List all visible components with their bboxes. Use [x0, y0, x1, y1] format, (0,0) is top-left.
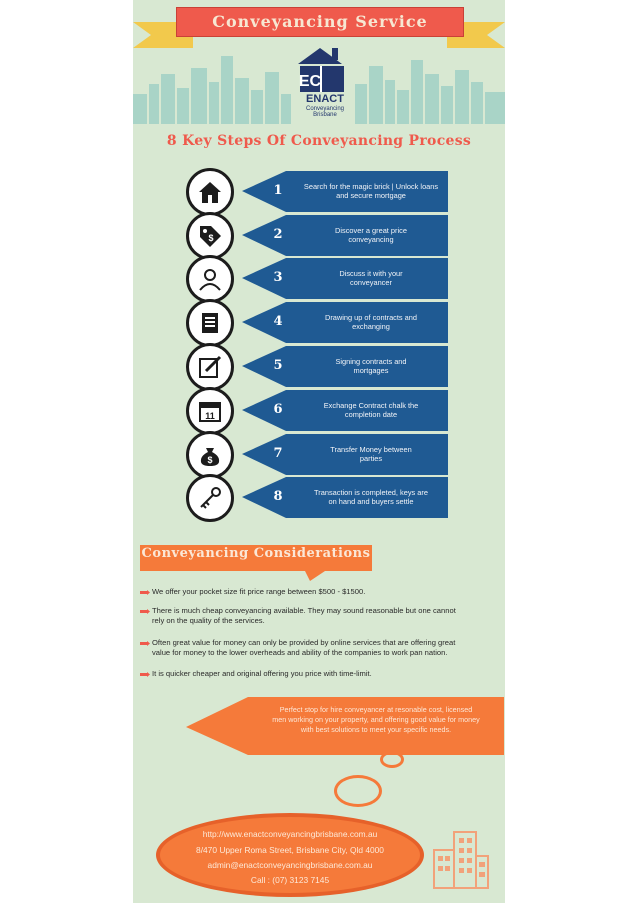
- consideration-line1: It is quicker cheaper and original offering you price with time-limit.: [152, 669, 372, 678]
- bullet-arrow-icon: [140, 609, 150, 614]
- house-icon: [197, 179, 223, 205]
- pen-edit-icon: [197, 354, 223, 380]
- section-title-steps: 8 Key Steps Of Conveyancing Process: [166, 133, 472, 149]
- step-6-number: 6: [273, 402, 283, 417]
- consideration-line1: Often great value for money can only be provided by online services that are offering great: [152, 638, 456, 647]
- consideration-line1: There is much cheap conveyancing available. They may sound reasonable but one cannot: [152, 606, 456, 615]
- step-8-text: [296, 488, 446, 506]
- document-icon: [197, 310, 223, 336]
- step-4-line2: exchanging: [352, 322, 390, 331]
- consideration-item: [152, 669, 502, 679]
- step-3-icon-circle: [186, 255, 234, 303]
- consideration-item: [152, 587, 502, 597]
- svg-text:$: $: [208, 233, 214, 243]
- considerations-title: Conveyancing Considerations: [141, 546, 371, 561]
- step-8-line2: on hand and buyers settle: [328, 497, 414, 506]
- step-5-number: 5: [273, 358, 283, 373]
- step-4-icon-circle: [186, 299, 234, 347]
- bullet-arrow-icon: [140, 641, 150, 646]
- step-7-text: [296, 445, 446, 463]
- calendar-icon: [197, 398, 223, 424]
- step-8-icon-circle: [186, 474, 234, 522]
- step-2-icon-circle: [186, 212, 234, 260]
- step-5-line2: mortgages: [353, 366, 389, 375]
- header-banner: [176, 7, 464, 37]
- step-4-line1: Drawing up of contracts and: [324, 313, 418, 322]
- step-7-number: 7: [273, 446, 283, 461]
- step-2-number: 2: [273, 227, 283, 242]
- step-6-line2: completion date: [344, 410, 398, 419]
- step-3-line2: conveyancer: [350, 278, 392, 287]
- step-5-line1: Signing contracts and: [335, 357, 407, 366]
- step-4-text: [296, 313, 446, 331]
- quote-line-3: with best solutions to meet your specific needs.: [300, 725, 452, 734]
- consideration-item: [152, 638, 502, 658]
- contact-address: 8/470 Upper Roma Street, Brisbane City, Qld 4000: [196, 845, 384, 855]
- logo-initial-e: EC: [298, 73, 322, 90]
- logo-sub-line1: Conveyancing: [305, 106, 345, 112]
- step-1-number: 1: [273, 183, 283, 198]
- consideration-line2: value for money to the lower overheads and ability of the companies to work pan nation.: [152, 648, 448, 657]
- quote-text: [248, 705, 504, 735]
- step-6-icon-circle: [186, 387, 234, 435]
- step-8-number: 8: [273, 489, 283, 504]
- step-4-number: 4: [273, 314, 283, 329]
- step-5-text: [296, 357, 446, 375]
- step-1-line1: Search for the magic brick | Unlock loans: [303, 182, 439, 191]
- logo-wordmark: ENACT: [306, 93, 344, 105]
- step-1-line2: and secure mortgage: [336, 191, 406, 200]
- contact-url[interactable]: http://www.enactconveyancingbrisbane.com.au: [202, 829, 378, 839]
- step-7-line2: parties: [359, 454, 383, 463]
- page-title: Conveyancing Service: [212, 12, 428, 31]
- contact-phone: Call : (07) 3123 7145: [250, 875, 330, 885]
- step-7-icon-circle: [186, 431, 234, 479]
- key-icon: [197, 485, 223, 511]
- logo-subtitle: [298, 106, 352, 118]
- svg-text:$: $: [207, 455, 213, 465]
- bullet-arrow-icon: [140, 590, 150, 595]
- building-icon: [430, 828, 490, 890]
- thought-bubble-small: [380, 751, 404, 768]
- step-2-line2: conveyancing: [348, 235, 394, 244]
- step-5-icon-circle: [186, 343, 234, 391]
- money-bag-icon: [197, 442, 223, 468]
- contact-email[interactable]: admin@enactconveyancingbrisbane.com.au: [207, 860, 373, 870]
- step-3-line1: Discuss it with your: [339, 269, 403, 278]
- step-1-icon-circle: [186, 168, 234, 216]
- step-3-text: [296, 269, 446, 287]
- quote-line-1: Perfect stop for hire conveyancer at resonable cost, licensed: [279, 705, 473, 714]
- step-3-number: 3: [273, 270, 283, 285]
- thought-bubble-medium: [334, 775, 382, 807]
- step-2-line1: Discover a great price: [335, 226, 407, 235]
- step-2-text: [296, 226, 446, 244]
- svg-text:11: 11: [205, 411, 215, 421]
- price-tag-icon: [197, 223, 223, 249]
- consideration-line1: We offer your pocket size fit price range between $500 - $1500.: [152, 587, 366, 596]
- step-1-text: [296, 182, 446, 200]
- step-6-line1: Exchange Contract chalk the: [323, 401, 419, 410]
- consideration-item: [152, 606, 502, 626]
- step-7-line1: Transfer Money between: [330, 445, 412, 454]
- logo-sub-line2: Brisbane: [313, 112, 337, 118]
- quote-line-2: men working on your property, and offering good value for money: [272, 715, 480, 724]
- step-6-text: [296, 401, 446, 419]
- step-8-line1: Transaction is completed, keys are: [314, 488, 428, 497]
- consideration-line2: rely on the quality of the services.: [152, 616, 265, 625]
- bullet-arrow-icon: [140, 672, 150, 677]
- person-icon: [197, 266, 223, 292]
